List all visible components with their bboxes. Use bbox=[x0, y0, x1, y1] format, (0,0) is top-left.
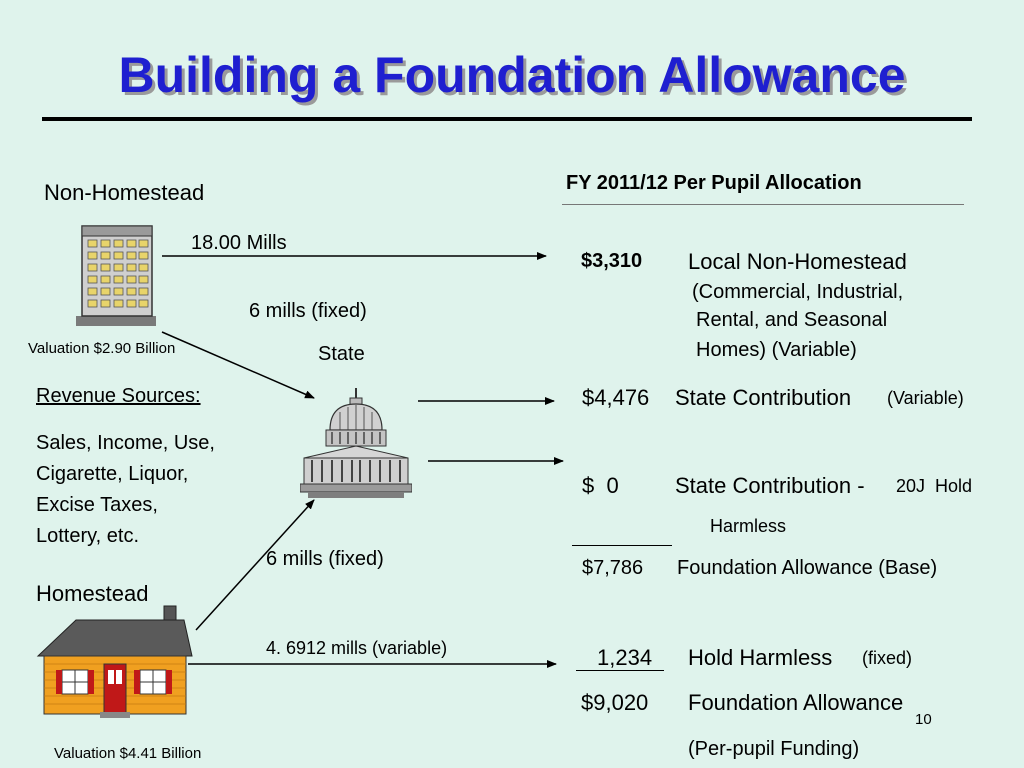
row6-label: Foundation Allowance bbox=[688, 690, 904, 715]
subtotal-rule bbox=[572, 545, 672, 546]
homestead-valuation: Valuation $4.41 Billion bbox=[54, 745, 202, 762]
row5-label: Hold Harmless bbox=[688, 645, 833, 670]
revenue-sources-heading: Revenue Sources: bbox=[36, 385, 201, 407]
nonhomestead-valuation: Valuation $2.90 Billion bbox=[28, 340, 176, 357]
row1-note-1: (Commercial, Industrial, bbox=[692, 281, 904, 303]
page-number: 10 bbox=[915, 711, 932, 728]
row3-label: State Contribution - bbox=[675, 473, 865, 498]
office-building-icon bbox=[72, 222, 160, 326]
nonhomestead-label: Non-Homestead bbox=[44, 180, 205, 205]
house-icon bbox=[36, 604, 194, 718]
row3-amount: $ 0 bbox=[582, 473, 619, 498]
revenue-line: Excise Taxes, bbox=[36, 494, 158, 516]
revenue-sources-list bbox=[36, 428, 215, 552]
row4-amount: $7,786 bbox=[582, 557, 644, 579]
revenue-line: Sales, Income, Use, bbox=[36, 432, 215, 454]
mills-6-fixed-top: 6 mills (fixed) bbox=[249, 300, 367, 322]
row1-note-3: Homes) (Variable) bbox=[696, 339, 857, 361]
row5-amount: 1,234 bbox=[597, 645, 653, 670]
allocation-heading: FY 2011/12 Per Pupil Allocation bbox=[566, 172, 862, 194]
row6-amount: $9,020 bbox=[581, 690, 649, 715]
row1-label: Local Non-Homestead bbox=[688, 249, 907, 274]
row3-note-2: Harmless bbox=[710, 516, 787, 536]
row2-label: State Contribution bbox=[675, 385, 852, 410]
total-rule bbox=[576, 670, 664, 671]
slide-title: Building a Foundation Allowance bbox=[118, 47, 906, 103]
mills-18-label: 18.00 Mills bbox=[191, 232, 287, 254]
row4-label: Foundation Allowance (Base) bbox=[677, 557, 938, 579]
state-label: State bbox=[318, 343, 365, 365]
heading-underline bbox=[562, 204, 964, 205]
row2-note: (Variable) bbox=[887, 388, 964, 408]
row1-amount: $3,310 bbox=[581, 250, 643, 272]
row2-amount: $4,476 bbox=[582, 385, 650, 410]
revenue-line: Cigarette, Liquor, bbox=[36, 463, 189, 485]
row6-note: (Per-pupil Funding) bbox=[688, 738, 860, 760]
capitol-building-icon bbox=[300, 386, 412, 500]
row3-note: 20J Hold bbox=[896, 476, 973, 496]
row5-note: (fixed) bbox=[862, 648, 913, 668]
mills-6-fixed-bottom: 6 mills (fixed) bbox=[266, 548, 384, 570]
homestead-label: Homestead bbox=[36, 581, 149, 606]
mills-variable-label: 4. 6912 mills (variable) bbox=[266, 638, 448, 658]
revenue-line: Lottery, etc. bbox=[36, 525, 140, 547]
row1-note-2: Rental, and Seasonal bbox=[696, 309, 888, 331]
